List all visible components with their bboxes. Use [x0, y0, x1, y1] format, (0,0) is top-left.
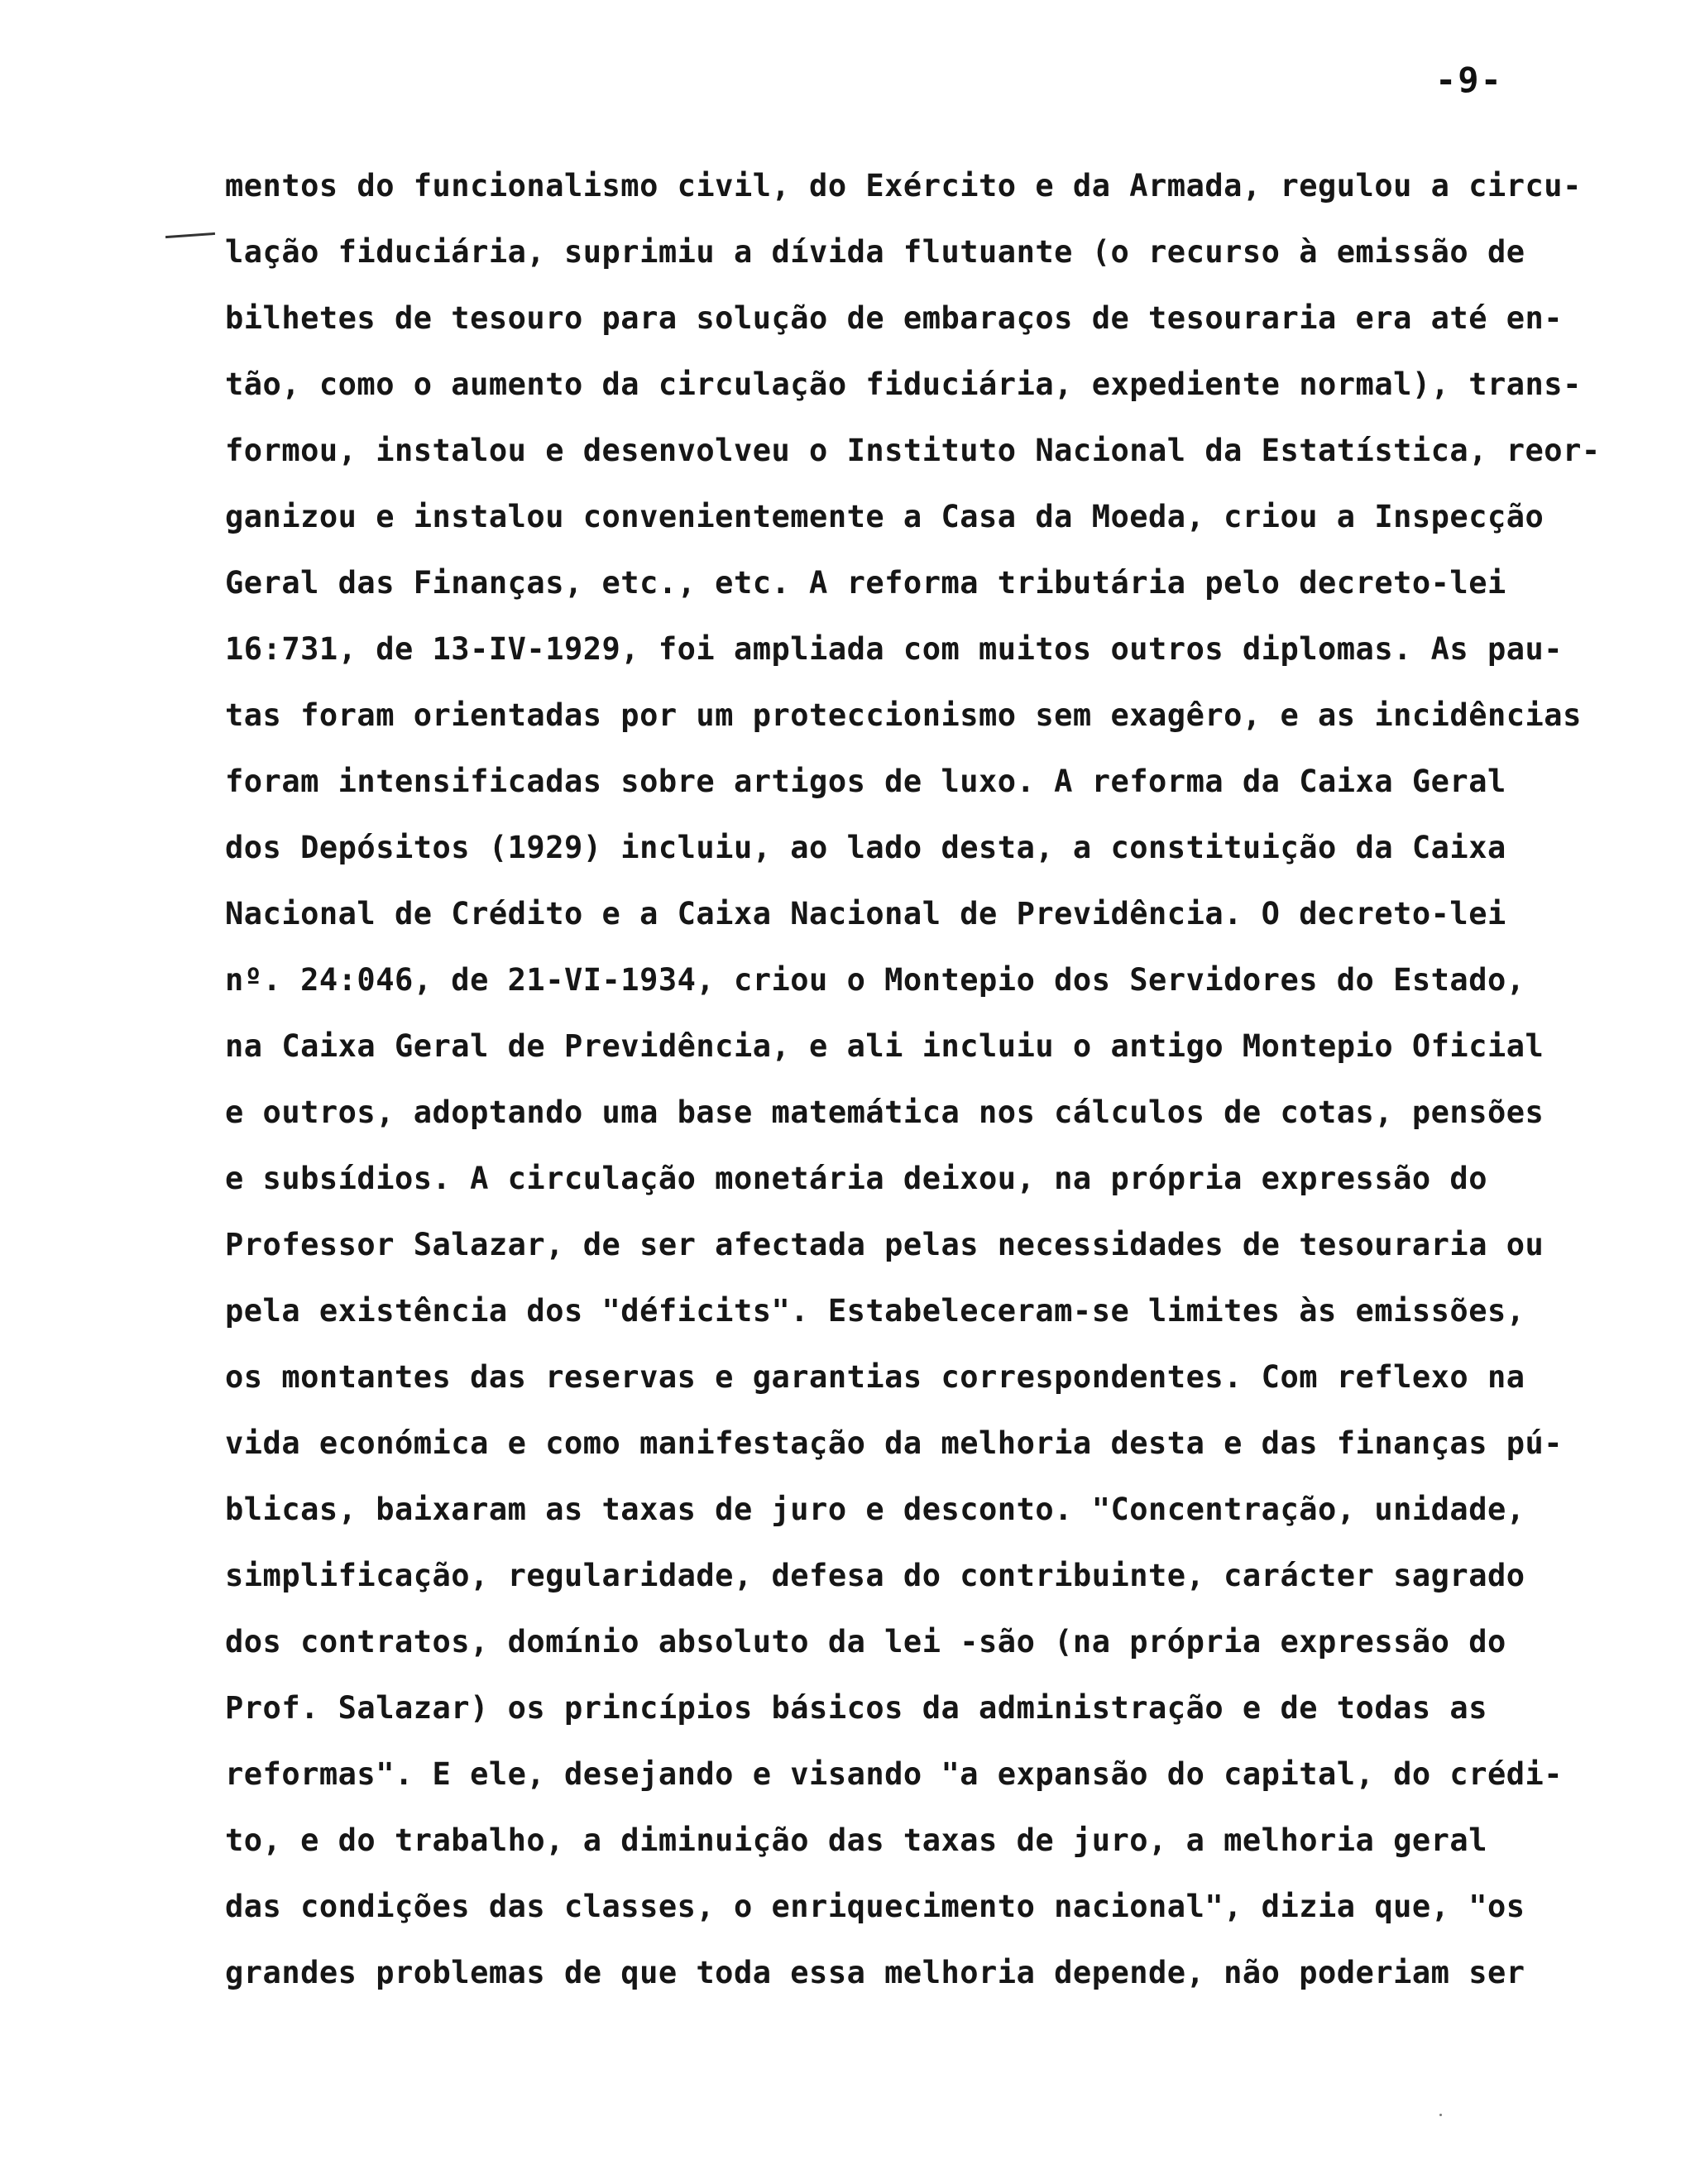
- text-line: tas foram orientadas por um proteccionismo sem exagêro, e as incidências: [225, 697, 1582, 733]
- text-line: os montantes das reservas e garantias correspondentes. Com reflexo na: [225, 1359, 1525, 1395]
- text-line: formou, instalou e desenvolveu o Instituto Nacional da Estatística, reor-: [225, 433, 1601, 468]
- text-line: e subsídios. A circulação monetária deixou, na própria expressão do: [225, 1161, 1487, 1196]
- text-line: pela existência dos "déficits". Estabeleceram-se limites às emissões,: [225, 1293, 1525, 1329]
- text-line: mentos do funcionalismo civil, do Exército e da Armada, regulou a circu-: [225, 168, 1582, 204]
- text-line: blicas, baixaram as taxas de juro e desconto. "Concentração, unidade,: [225, 1492, 1525, 1527]
- page-number: -9-: [1435, 60, 1503, 100]
- text-line: to, e do trabalho, a diminuição das taxas de juro, a melhoria geral: [225, 1822, 1487, 1858]
- margin-mark: [165, 232, 215, 238]
- text-line: Nacional de Crédito e a Caixa Nacional de Previdência. O decreto-lei: [225, 896, 1506, 932]
- body-text: [225, 153, 1664, 2006]
- text-line: reformas". E ele, desejando e visando "a expansão do capital, do crédi-: [225, 1756, 1564, 1792]
- text-line: ganizou e instalou convenientemente a Casa da Moeda, criou a Inspecção: [225, 499, 1545, 534]
- text-line: foram intensificadas sobre artigos de luxo. A reforma da Caixa Geral: [225, 764, 1506, 799]
- text-line: tão, como o aumento da circulação fiduciária, expediente normal), trans-: [225, 366, 1582, 402]
- text-line: Geral das Finanças, etc., etc. A reforma tributária pelo decreto-lei: [225, 565, 1506, 601]
- text-line: 16:731, de 13-IV-1929, foi ampliada com muitos outros diplomas. As pau-: [225, 631, 1564, 667]
- text-line: grandes problemas de que toda essa melhoria depende, não poderiam ser: [225, 1955, 1525, 1990]
- text-line: das condições das classes, o enriquecimento nacional", dizia que, "os: [225, 1889, 1525, 1924]
- margin-dot: [1439, 2114, 1442, 2116]
- text-line: dos Depósitos (1929) incluiu, ao lado desta, a constituição da Caixa: [225, 830, 1506, 865]
- text-line: e outros, adoptando uma base matemática nos cálculos de cotas, pensões: [225, 1094, 1545, 1130]
- text-line: simplificação, regularidade, defesa do contribuinte, carácter sagrado: [225, 1558, 1525, 1593]
- text-line: dos contratos, domínio absoluto da lei -são (na própria expressão do: [225, 1624, 1506, 1660]
- text-line: Professor Salazar, de ser afectada pelas necessidades de tesouraria ou: [225, 1227, 1545, 1262]
- text-line: nº. 24:046, de 21-VI-1934, criou o Montepio dos Servidores do Estado,: [225, 962, 1525, 998]
- text-line: Prof. Salazar) os princípios básicos da administração e de todas as: [225, 1690, 1487, 1726]
- text-line: vida económica e como manifestação da melhoria desta e das finanças pú-: [225, 1425, 1564, 1461]
- text-line: na Caixa Geral de Previdência, e ali incluiu o antigo Montepio Oficial: [225, 1028, 1545, 1064]
- text-line: bilhetes de tesouro para solução de embaraços de tesouraria era até en-: [225, 300, 1564, 336]
- text-line: lação fiduciária, suprimiu a dívida flutuante (o recurso à emissão de: [225, 234, 1525, 270]
